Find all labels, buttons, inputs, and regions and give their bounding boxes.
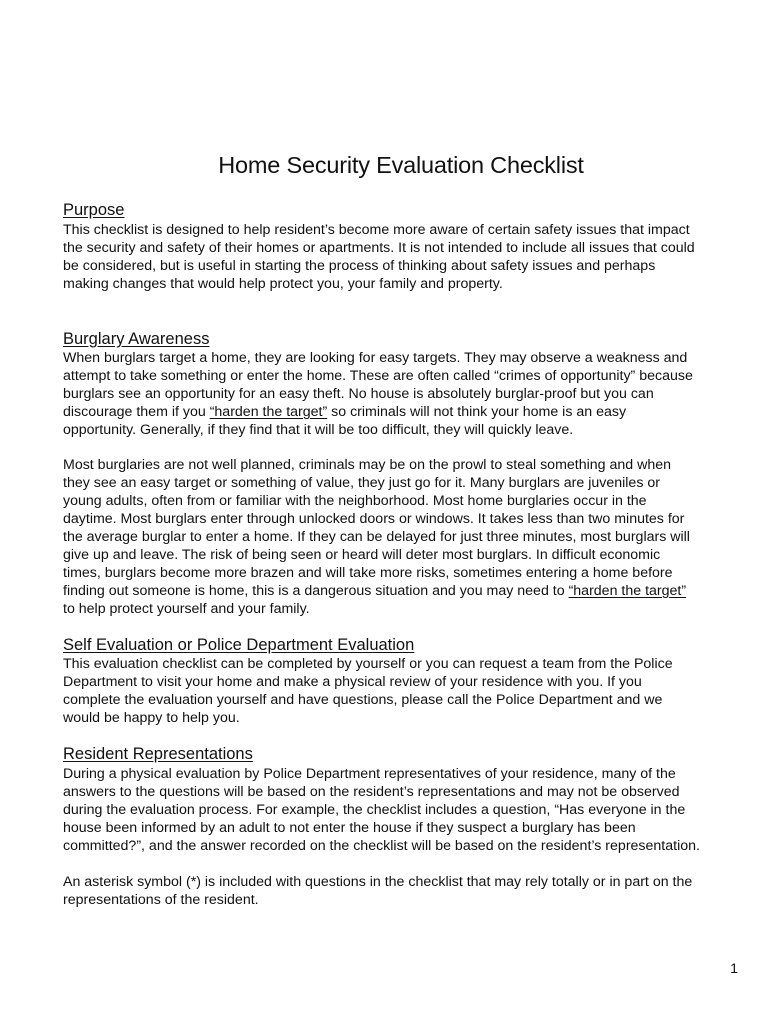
text-line: would be happy to help you. [63,710,240,726]
text-line [63,403,753,421]
text-line: making changes that would help protect you, your family and property. [63,276,503,292]
text-line: young adults, often from or familiar with the neighborhood. Most home burglaries occur in the [63,493,647,509]
text-line: daytime. Most burglars enter through unlocked doors or windows. It takes less than two minutes for [63,511,685,527]
text-line: Department to visit your home and make a physical review of your residence with you. If you [63,674,642,690]
text-line: the average burglar to enter a home. If they can be delayed for just three minutes, most burglars will [63,529,690,545]
section-heading-resident-representations: Resident Representations [63,745,253,763]
text-line: attempt to take something or enter the home. These are often called “crimes of opportunity” because [63,368,693,384]
text-line: During a physical evaluation by Police Department representatives of your residence, many of the [63,766,676,782]
text-line: during the evaluation process. For example, the checklist includes a question, “Has everyone in the [63,802,686,818]
page-title: Home Security Evaluation Checklist [218,152,584,178]
text-line: give up and leave. The risk of being seen or heard will deter most burglars. In difficult economic [63,547,661,563]
text-line: burglars see an opportunity for an easy theft. No house is absolutely burglar-proof but you can [63,386,654,402]
text-segment: discourage them if you [63,404,210,420]
representations-paragraph-2 [63,873,753,909]
text-line: Most burglaries are not well planned, criminals may be on the prowl to steal something and when [63,457,672,473]
text-line: representations of the resident. [63,892,259,908]
text-line: answers to the questions will be based on the resident’s representations and may not be observed [63,784,680,800]
text-line: house been informed by an adult to not enter the house if they suspect a burglary has been [63,820,636,836]
representations-paragraph-1 [63,765,753,855]
text-line: times, burglars become more brazen and will take more risks, sometimes entering a home before [63,565,673,581]
text-line: When burglars target a home, they are looking for easy targets. They may observe a weakness and [63,350,688,366]
evaluation-paragraph [63,655,753,727]
text-line: This evaluation checklist can be completed by yourself or you can request a team from the Police [63,656,673,672]
page-number: 1 [730,961,738,977]
text-segment: finding out someone is home, this is a dangerous situation and you may need to [63,583,569,599]
purpose-paragraph [63,221,753,293]
text-line: complete the evaluation yourself and have questions, please call the Police Department and we [63,692,663,708]
harden-the-target-emphasis: “harden the target” [568,583,687,599]
text-line: committed?”, and the answer recorded on the checklist will be based on the resident’s representation. [63,838,700,854]
burglary-paragraph-1 [63,349,753,439]
text-line [63,582,753,600]
section-heading-self-evaluation: Self Evaluation or Police Department Evaluation [63,636,415,654]
text-line: the security and safety of their homes or apartments. It is not intended to include all issues that could [63,240,695,256]
text-line: be considered, but is useful in starting the process of thinking about safety issues and perhaps [63,258,656,274]
text-line: to help protect yourself and your family. [63,601,310,617]
text-line: they see an easy target or something of value, they just go for it. Many burglars are juveniles or [63,475,660,491]
harden-the-target-emphasis: “harden the target” [209,404,328,420]
text-line: This checklist is designed to help resident’s become more aware of certain safety issues that impact [63,222,690,238]
burglary-paragraph-2 [63,456,753,618]
section-heading-purpose: Purpose [63,201,125,219]
text-line: An asterisk symbol (*) is included with questions in the checklist that may rely totally or in part on the [63,874,693,890]
section-heading-burglary-awareness: Burglary Awareness [63,330,210,348]
text-segment: so criminals will not think your home is an easy [327,404,627,420]
text-line: opportunity. Generally, if they find that it will be too difficult, they will quickly leave. [63,422,574,438]
